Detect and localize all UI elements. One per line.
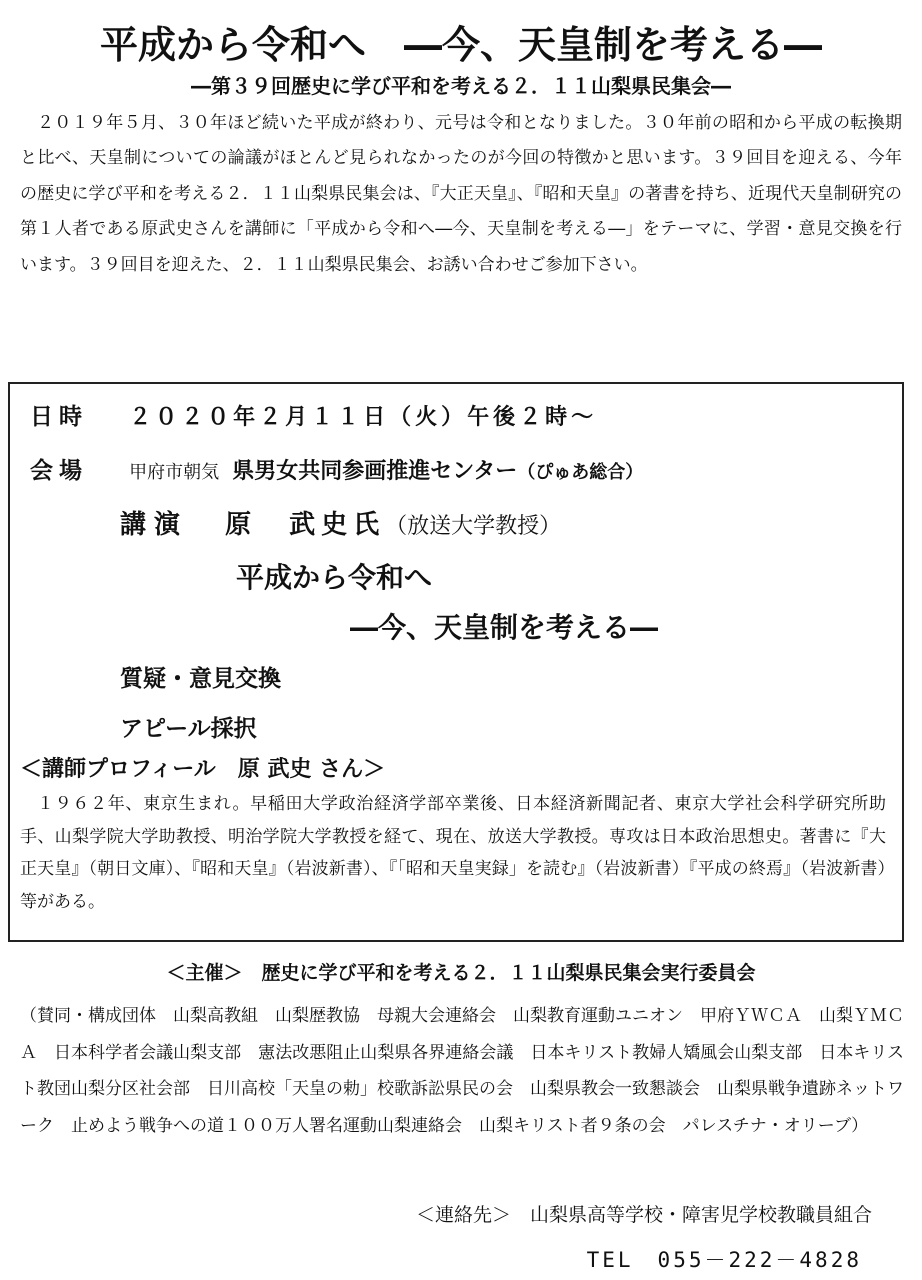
program-appeal: アピール採択 xyxy=(120,716,257,742)
lecture-title-line-2: ―今、天皇制を考える― xyxy=(350,611,659,644)
venue-row xyxy=(30,452,643,485)
venue-prefix: 甲府市朝気 xyxy=(129,462,220,483)
venue-paren: （ぴゅあ総合） xyxy=(517,462,644,483)
profile-heading: ＜講師プロフィール 原 武史 さん＞ xyxy=(20,757,386,782)
flyer-subtitle: ―第３９回歴史に学び平和を考える２．１１山梨県民集会― xyxy=(191,74,731,98)
flyer-title: 平成から令和へ ―今、天皇制を考える― xyxy=(99,23,822,67)
organizer-line: ＜主催＞ 歴史に学び平和を考える２．１１山梨県民集会実行委員会 xyxy=(166,962,756,984)
lecturer-name: 原 武史氏 xyxy=(225,510,386,540)
venue-label: 会場 xyxy=(30,458,88,484)
lecture-row xyxy=(120,504,561,541)
contact-line: ＜連絡先＞ 山梨県高等学校・障害児学校教職員組合 xyxy=(415,1204,872,1226)
profile-text: １９６２年、東京生まれ。早稲田大学政治経済学部卒業後、日本経済新聞記者、東京大学社会科学研究所助手、山梨学院大学助教授、明治学院大学教授を経て、現在、放送大学教授。専攻は日本政治思想史。著書に『大正天皇』（朝日文庫）、『昭和天皇』（岩波新書）、『「昭和天皇実録」を読む』（岩波新書）『平成の終焉』（岩波新書）等がある。 xyxy=(20,794,886,912)
lecture-label: 講演 xyxy=(120,510,189,540)
date-label: 日時 xyxy=(30,404,88,430)
supporting-organizations: （賛同・構成団体 山梨高教組 山梨歴教協 母親大会連絡会 山梨教育運動ユニオン 甲府ＹＷＣＡ 山梨ＹＭＣＡ 日本科学者会議山梨支部 憲法改悪阻止山梨県各界連絡会議 日本キリスト教婦人矯風会山梨支部 日本キリスト教団山梨分区社会部 日川高校「天皇の勅」校歌訴訟県民の会 山梨県教会一致懇談会 山梨県戦争遺跡ネットワーク 止めよう戦争への道１００万人署名運動山梨連絡会 山梨キリスト者９条の会 パレスチナ・オリーブ） xyxy=(20,1006,904,1136)
lecture-title-line-1: 平成から令和へ xyxy=(236,561,433,594)
telephone-number: TEL 055－222－4828 xyxy=(586,1248,862,1272)
date-value: ２０２０年２月１１日（火）午後２時～ xyxy=(129,405,598,430)
program-qa: 質疑・意見交換 xyxy=(120,666,281,692)
intro-paragraph: ２０１９年５月、３０年ほど続いた平成が終わり、元号は令和となりました。３０年前の昭和から平成の転換期と比べ、天皇制についての論議がほとんど見られなかったのが今回の特徴かと思います。３９回目を迎える、今年の歴史に学び平和を考える２．１１山梨県民集会は、『大正天皇』、『昭和天皇』の著書を持ち、近現代天皇制研究の第１人者である原武史さんを講師に「平成から令和へ―今、天皇制を考える―」をテーマに、学習・意見交換を行います。３９回目を迎えた、２．１１山梨県民集会、お誘い合わせご参加下さい。 xyxy=(20,113,902,275)
lecturer-affiliation: （放送大学教授） xyxy=(385,514,562,539)
event-details-box xyxy=(8,382,904,942)
venue-name: 県男女共同参画推進センター xyxy=(232,459,518,484)
date-row xyxy=(30,398,597,431)
